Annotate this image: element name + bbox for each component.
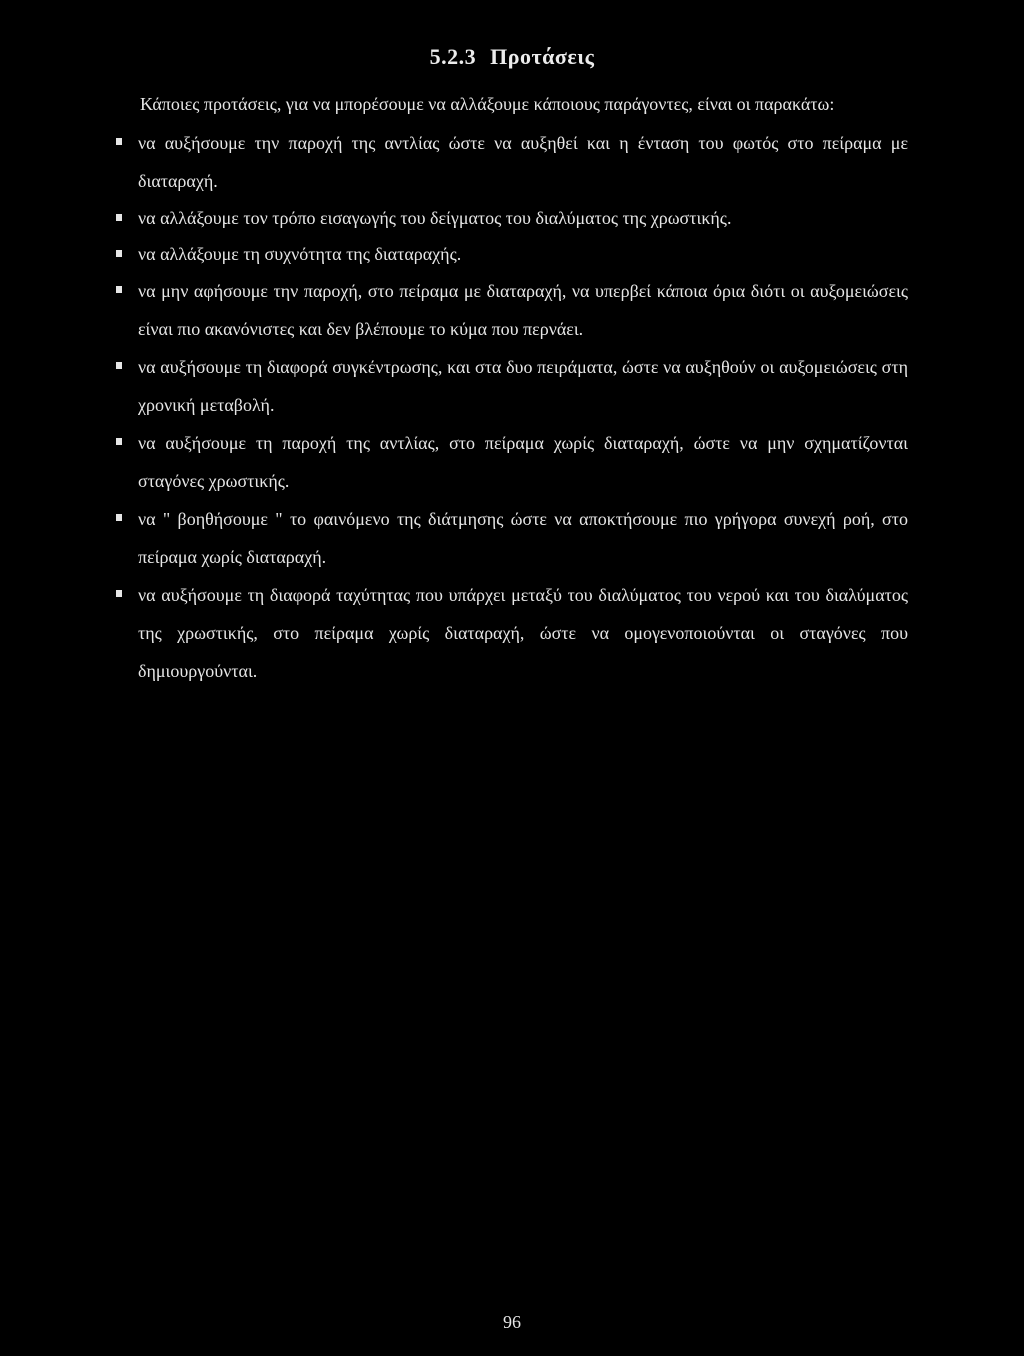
- page-number: 96: [503, 1312, 521, 1332]
- list-item-text: να " βοηθήσουμε " το φαινόμενο της διάτμησης ώστε να αποκτήσουμε πιο γρήγορα συνεχή ροή, στο πείραμα χωρίς διαταραχή.: [138, 509, 908, 567]
- bullet-square-icon: [116, 590, 122, 597]
- list-item: [116, 424, 908, 500]
- list-item: [116, 200, 908, 236]
- section-heading: [0, 44, 1024, 70]
- list-item: [116, 124, 908, 200]
- body-text: [116, 84, 908, 690]
- bullet-square-icon: [116, 438, 122, 445]
- list-item-text: να αυξήσουμε την παροχή της αντλίας ώστε να αυξηθεί και η ένταση του φωτός στο πείραμα με διαταραχή.: [138, 133, 908, 191]
- bullet-square-icon: [116, 250, 122, 257]
- bullet-square-icon: [116, 138, 122, 145]
- list-item: [116, 500, 908, 576]
- list-item: [116, 272, 908, 348]
- bullet-square-icon: [116, 214, 122, 221]
- list-item-text: να αυξήσουμε τη παροχή της αντλίας, στο πείραμα χωρίς διαταραχή, ώστε να μην σχηματίζονται σταγόνες χρωστικής.: [138, 433, 908, 491]
- list-item: [116, 236, 908, 272]
- intro-paragraph: Κάποιες προτάσεις, για να μπορέσουμε να αλλάξουμε κάποιους παράγοντες, είναι οι παρακάτω:: [140, 94, 835, 114]
- section-number: 5.2.3: [429, 44, 477, 69]
- list-item-text: να αλλάξουμε τη συχνότητα της διαταραχής.: [138, 244, 462, 264]
- bullet-square-icon: [116, 362, 122, 369]
- proposal-list: [116, 124, 908, 690]
- list-item-text: να αλλάξουμε τον τρόπο εισαγωγής του δείγματος του διαλύματος της χρωστικής.: [138, 208, 732, 228]
- list-item-text: να αυξήσουμε τη διαφορά ταχύτητας που υπάρχει μεταξύ του διαλύματος του νερού και του διαλύματος της χρωστικής, στο πείραμα χωρίς διαταραχή, ώστε να ομογενοποιούνται οι σταγόνες που δημιουργούνται.: [138, 585, 908, 681]
- list-item: [116, 348, 908, 424]
- list-item-text: να αυξήσουμε τη διαφορά συγκέντρωσης, και στα δυο πειράματα, ώστε να αυξηθούν οι αυξομειώσεις στη χρονική μεταβολή.: [138, 357, 908, 415]
- list-item-text: να μην αφήσουμε την παροχή, στο πείραμα με διαταραχή, να υπερβεί κάποια όρια διότι οι αυξομειώσεις είναι πιο ακανόνιστες και δεν βλέπουμε το κύμα που περνάει.: [138, 281, 908, 339]
- section-title: Προτάσεις: [490, 44, 595, 69]
- list-item: [116, 576, 908, 690]
- bullet-square-icon: [116, 286, 122, 293]
- bullet-square-icon: [116, 514, 122, 521]
